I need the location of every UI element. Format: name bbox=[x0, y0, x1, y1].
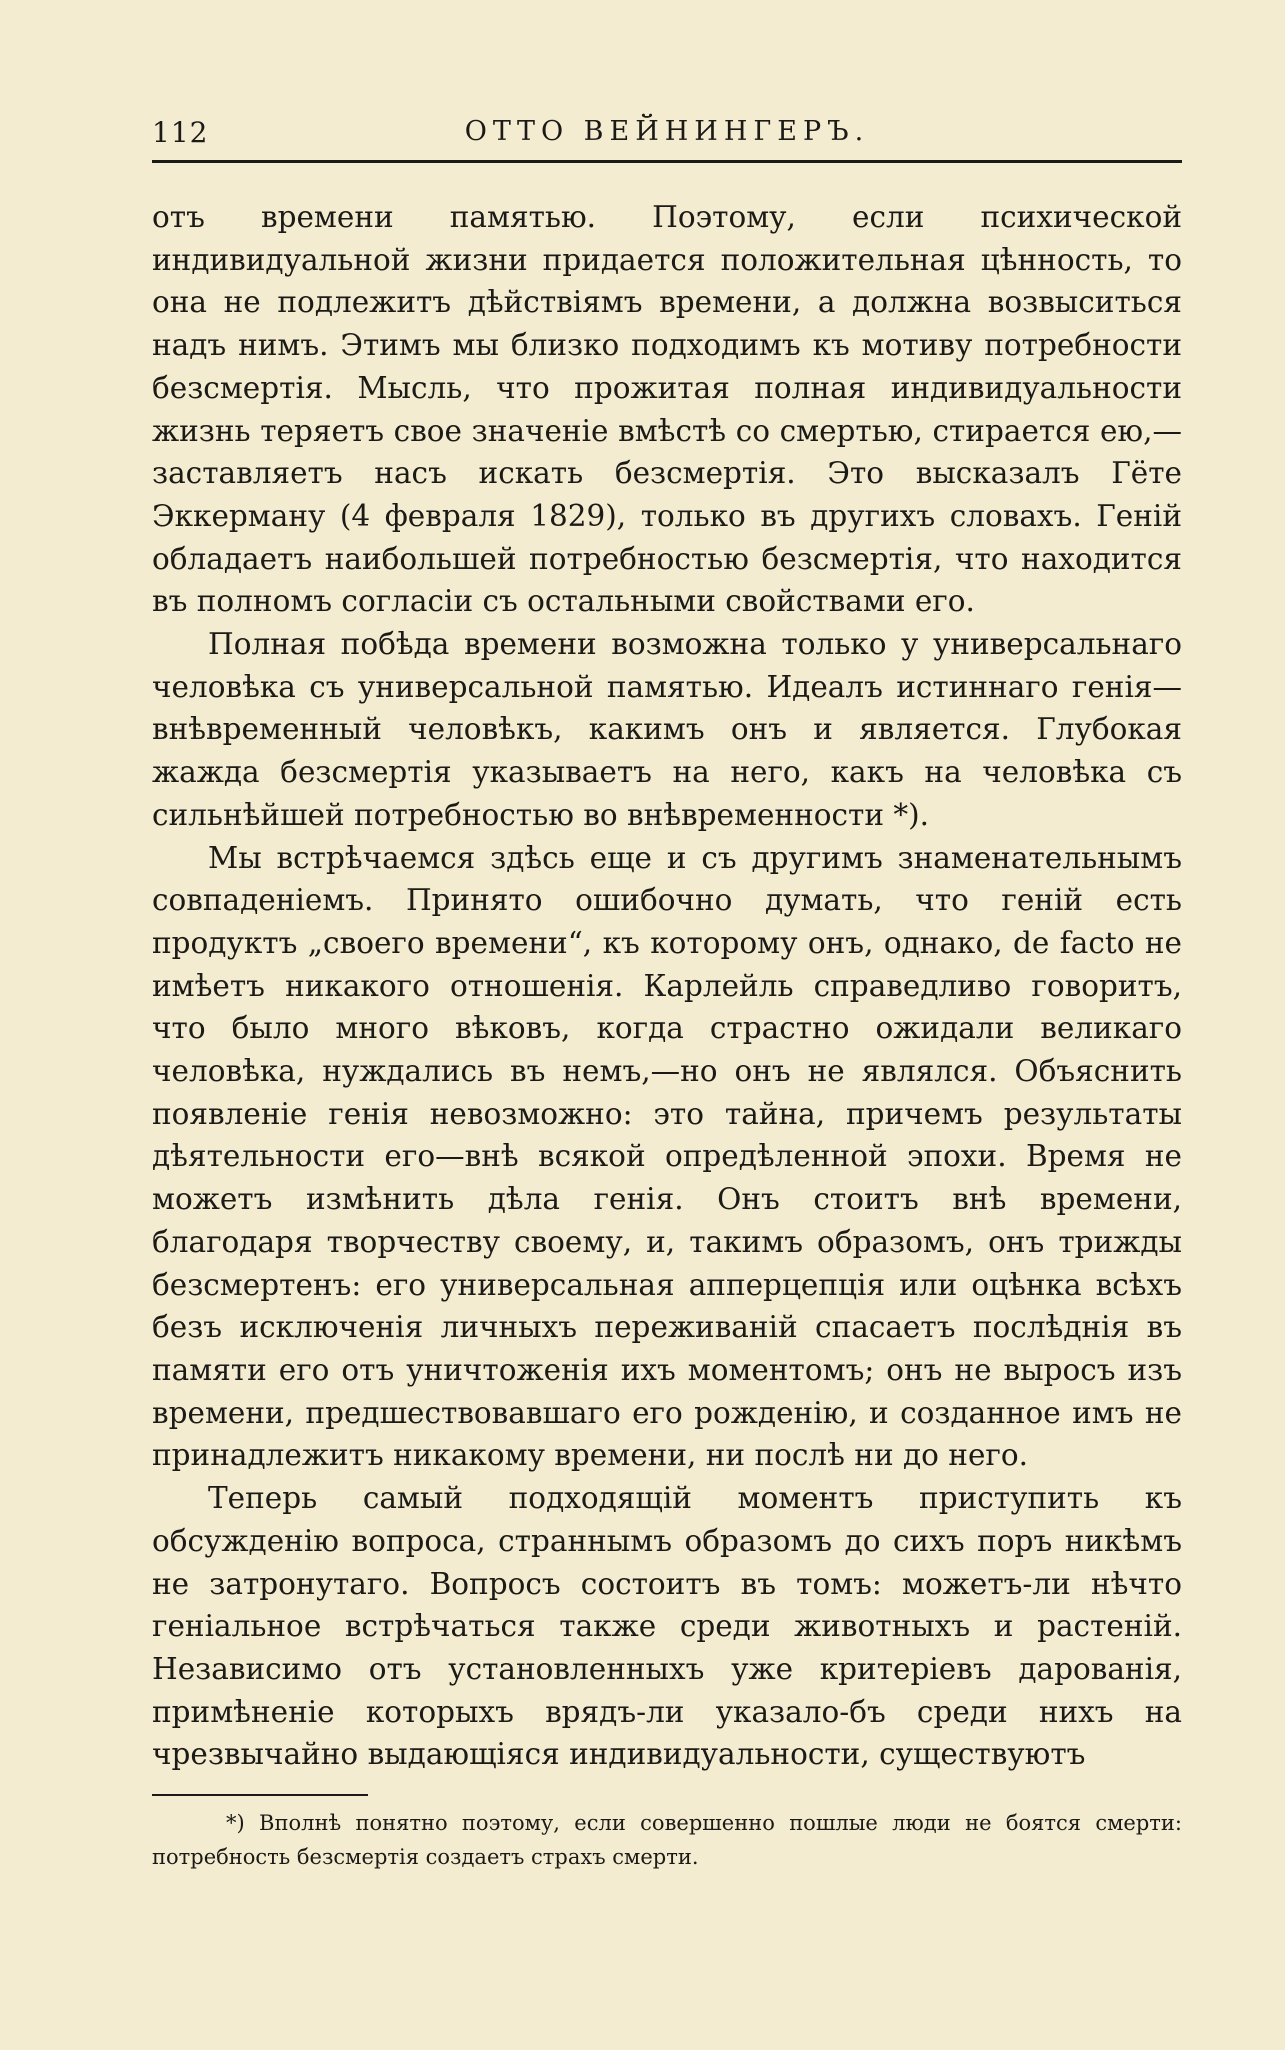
header-rule bbox=[152, 160, 1182, 163]
body-text bbox=[152, 196, 1182, 1874]
paragraph: Теперь самый подходящій моментъ приступить къ обсужденію вопроса, страннымъ образомъ до сихъ поръ никѣмъ не затронутаго. Вопросъ состоитъ въ томъ: можетъ-ли нѣчто геніальное встрѣчаться также среди животныхъ и растеній. Независимо отъ установленныхъ уже критеріевъ дарованія, примѣненіе которыхъ врядъ-ли указало-бъ среди нихъ на чрезвычайно выдающіяся индивидуальности, существуютъ bbox=[152, 1481, 1182, 1772]
running-head bbox=[152, 110, 1182, 156]
paragraph-continuation: отъ времени памятью. Поэтому, если психической индивидуальной жизни придается положительная цѣнность, то она не подлежитъ дѣйствіямъ времени, а должна возвыситься надъ нимъ. Этимъ мы близко подходимъ къ мотиву потребности безсмертія. Мысль, что прожитая полная индивидуальности жизнь теряетъ свое значеніе вмѣстѣ со смертью, стирается ею,—заставляетъ насъ искать безсмертія. Это высказалъ Гёте Эккерману (4 февраля 1829), только въ другихъ словахъ. Геній обладаетъ наибольшей потребностью безсмертія, что находится въ полномъ согласіи съ остальными свойствами его. bbox=[152, 200, 1182, 619]
paragraph: Мы встрѣчаемся здѣсь еще и съ другимъ знаменательнымъ совпаденіемъ. Принято ошибочно думать, что геній есть продуктъ „своего времени“, къ которому онъ, однако, de facto не имѣетъ никакого отношенія. Карлейль справедливо говоритъ, что было много вѣковъ, когда страстно ожидали великаго человѣка, нуждались въ немъ,—но онъ не являлся. Объяснить появленіе генія невозможно: это тайна, причемъ результаты дѣятельности его—внѣ всякой опредѣленной эпохи. Время не можетъ измѣнить дѣла генія. Онъ стоитъ внѣ времени, благодаря творчеству своему, и, такимъ образомъ, онъ трижды безсмертенъ: его универсальная апперцепція или оцѣнка всѣхъ безъ исключенія личныхъ переживаній спасаетъ послѣднія въ памяти его отъ уничтоженія ихъ моментомъ; онъ не выросъ изъ времени, предшествовавшаго его рожденію, и созданное имъ не принадлежитъ никакому времени, ни послѣ ни до него. bbox=[152, 840, 1182, 1473]
page-number: 112 bbox=[152, 116, 209, 149]
footnote-rule bbox=[152, 1794, 368, 1796]
paragraph: Полная побѣда времени возможна только у универсальнаго человѣка съ универсальной памятью. Идеалъ истиннаго генія—внѣвременный человѣкъ, какимъ онъ и является. Глубокая жажда безсмертія указываетъ на него, какъ на человѣка съ сильнѣйшей потребностью во внѣвременности *). bbox=[152, 627, 1182, 832]
running-title: ОТТО ВЕЙНИНГЕРЪ. bbox=[464, 116, 870, 147]
footnote: *) Вполнѣ понятно поэтому, если совершенно пошлые люди не боятся смерти: потребность безсмертія создаетъ страхъ смерти. bbox=[152, 1811, 1182, 1870]
